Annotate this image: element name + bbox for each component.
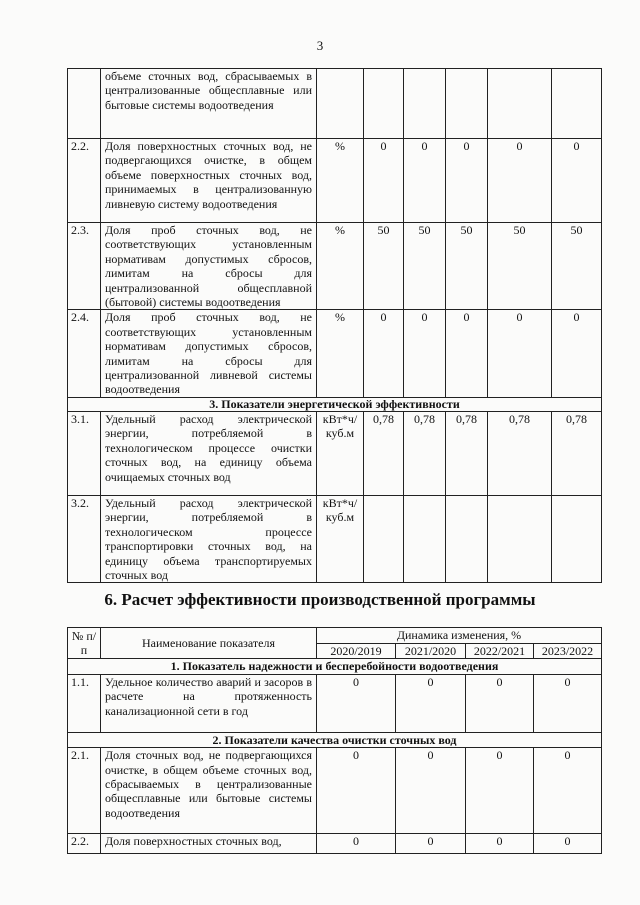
table-row	[68, 139, 602, 223]
value-cell	[364, 69, 404, 139]
row-number	[68, 69, 101, 139]
header-year: 2021/2020	[396, 644, 466, 659]
value-cell: 0	[466, 748, 534, 834]
indicator-name: Доля сточных вод, не подвергающихся очистке, в общем объеме сточных вод, сбрасываемых в централизованные общесплавные или бытовые системы водоотведения	[101, 748, 317, 834]
efficiency-table	[67, 627, 602, 854]
section-row	[68, 659, 602, 674]
value-cell	[552, 495, 602, 582]
section-heading: 6. Расчет эффективности производственной программы	[104, 590, 536, 609]
table-row	[68, 748, 602, 834]
header-name: Наименование показателя	[101, 628, 317, 659]
table-row	[68, 674, 602, 732]
value-cell: 0,78	[488, 411, 552, 495]
value-cell: 0	[317, 834, 396, 854]
value-cell: 0	[552, 310, 602, 397]
header-dynamics: Динамика изменения, %	[317, 628, 602, 644]
page-number: 3	[316, 38, 324, 53]
value-cell: 0,78	[404, 411, 446, 495]
value-cell	[446, 69, 488, 139]
value-cell: 0,78	[364, 411, 404, 495]
value-cell: 0	[317, 748, 396, 834]
indicator-name: Доля проб сточных вод, не соответствующих установленным нормативам допустимых сбросов, лимитам на сбросы для централизованной ливневой системы водоотведения	[101, 310, 317, 397]
value-cell: 0	[534, 674, 602, 732]
value-cell: 50	[404, 223, 446, 310]
indicator-name: Удельный расход электрической энергии, потребляемой в технологическом процессе очистки сточных вод, на единицу объема очищаемых сточных вод	[101, 411, 317, 495]
value-cell: 0	[552, 139, 602, 223]
table-row	[68, 495, 602, 582]
value-cell: 0	[396, 674, 466, 732]
value-cell: 50	[552, 223, 602, 310]
table-row	[68, 310, 602, 397]
unit: кВт*ч/ куб.м	[317, 411, 364, 495]
value-cell: 0	[317, 674, 396, 732]
header-num: № п/п	[68, 628, 101, 659]
value-cell: 0	[488, 310, 552, 397]
row-number: 2.2.	[68, 834, 101, 854]
value-cell: 0	[446, 139, 488, 223]
header-year: 2022/2021	[466, 644, 534, 659]
indicator-name: объеме сточных вод, сбрасываемых в централизованные общесплавные или бытовые системы водоотведения	[101, 69, 317, 139]
unit: %	[317, 139, 364, 223]
table-row	[68, 411, 602, 495]
value-cell	[552, 69, 602, 139]
row-number: 2.4.	[68, 310, 101, 397]
value-cell: 0	[534, 748, 602, 834]
section-title: 3. Показатели энергетической эффективности	[68, 397, 602, 411]
value-cell: 0	[534, 834, 602, 854]
indicator-name: Доля поверхностных сточных вод, не подвергающихся очистке, в общем объеме поверхностных сточных вод, принимаемых в централизованную ливневую систему водоотведения	[101, 139, 317, 223]
value-cell: 0	[466, 834, 534, 854]
header-year: 2020/2019	[317, 644, 396, 659]
value-cell: 0	[396, 748, 466, 834]
unit: кВт*ч/ куб.м	[317, 495, 364, 582]
indicator-name: Доля проб сточных вод, не соответствующих установленным нормативам допустимых сбросов, лимитам на сбросы для централизованной общесплавной (бытовой) системы водоотведения	[101, 223, 317, 310]
value-cell: 0	[364, 310, 404, 397]
row-number: 1.1.	[68, 674, 101, 732]
value-cell	[364, 495, 404, 582]
value-cell	[404, 495, 446, 582]
section-title: 1. Показатель надежности и бесперебойности водоотведения	[68, 659, 602, 674]
value-cell: 0	[404, 139, 446, 223]
value-cell: 0	[488, 139, 552, 223]
row-number: 2.1.	[68, 748, 101, 834]
value-cell: 50	[446, 223, 488, 310]
row-number: 2.2.	[68, 139, 101, 223]
value-cell: 0	[466, 674, 534, 732]
table-row	[68, 834, 602, 854]
row-number: 2.3.	[68, 223, 101, 310]
value-cell	[404, 69, 446, 139]
row-number: 3.2.	[68, 495, 101, 582]
indicator-name: Удельное количество аварий и засоров в расчете на протяженность канализационной сети в год	[101, 674, 317, 732]
value-cell: 0	[404, 310, 446, 397]
value-cell: 0	[364, 139, 404, 223]
indicators-table	[67, 68, 602, 583]
value-cell	[446, 495, 488, 582]
header-year: 2023/2022	[534, 644, 602, 659]
value-cell: 0	[396, 834, 466, 854]
section-row	[68, 397, 602, 411]
value-cell: 0	[446, 310, 488, 397]
unit: %	[317, 223, 364, 310]
indicator-name: Доля поверхностных сточных вод,	[101, 834, 317, 854]
value-cell	[488, 69, 552, 139]
unit	[317, 69, 364, 139]
section-row	[68, 732, 602, 747]
value-cell	[488, 495, 552, 582]
value-cell: 50	[364, 223, 404, 310]
indicator-name: Удельный расход электрической энергии, потребляемой в технологическом процессе транспортировки сточных вод, на единицу объема транспортируемых сточных вод	[101, 495, 317, 582]
table-row	[68, 223, 602, 310]
value-cell: 50	[488, 223, 552, 310]
unit: %	[317, 310, 364, 397]
value-cell: 0,78	[552, 411, 602, 495]
section-title: 2. Показатели качества очистки сточных вод	[68, 732, 602, 747]
table-row	[68, 69, 602, 139]
value-cell: 0,78	[446, 411, 488, 495]
row-number: 3.1.	[68, 411, 101, 495]
